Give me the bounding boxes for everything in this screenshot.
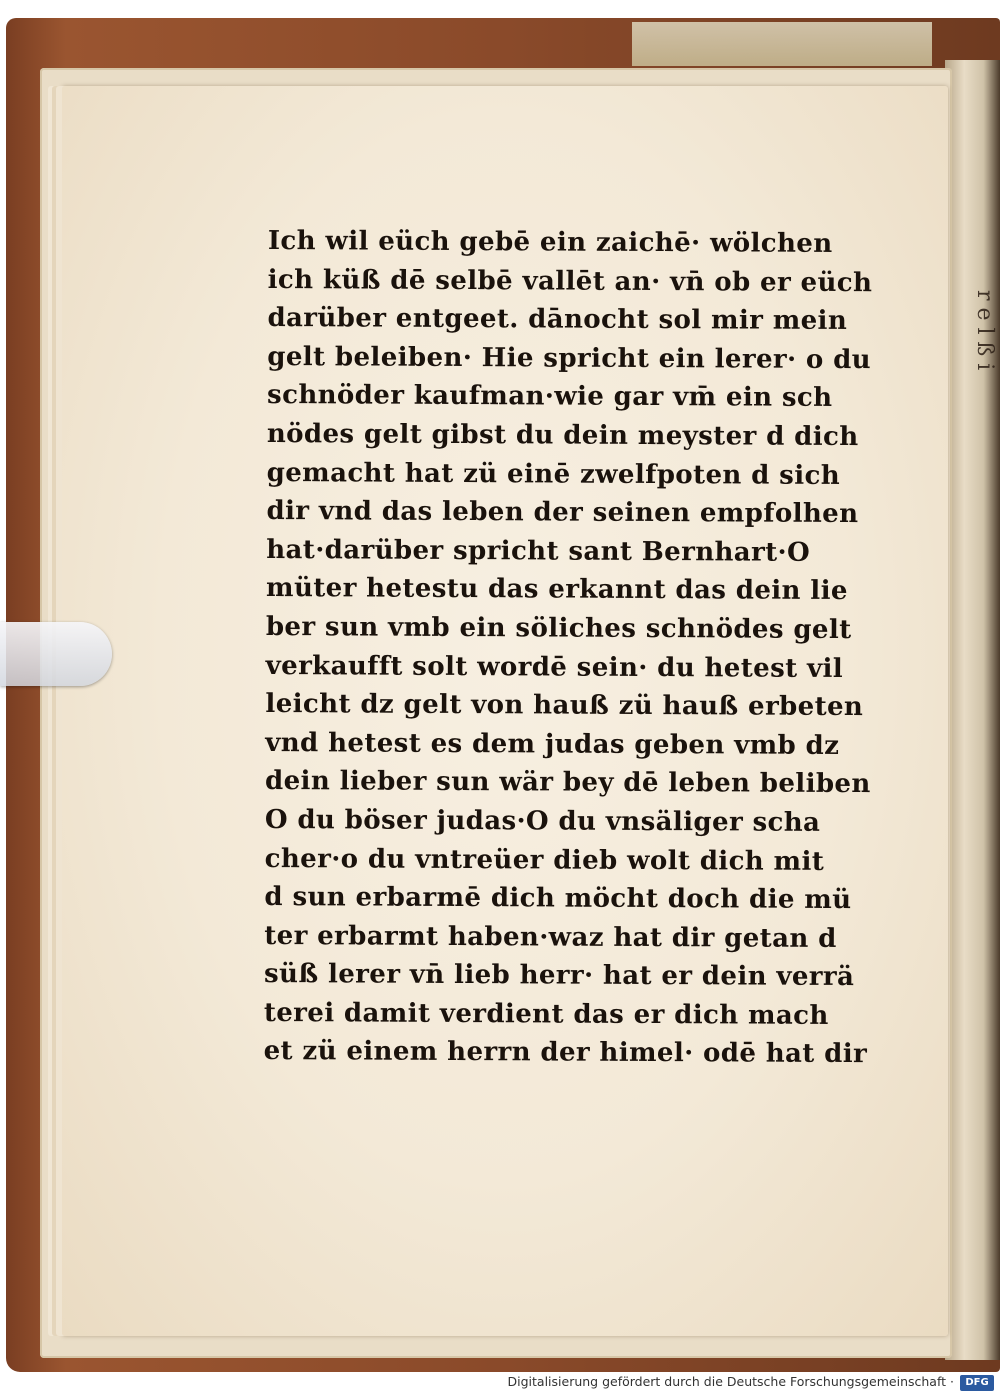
- text-line: süß lerer vn̄ lieb herr· hat er dein verrä: [263, 959, 855, 993]
- text-line: cher·o du vntreüer dieb wolt dich mit: [264, 843, 825, 877]
- text-line: hat·darüber spricht sant Bernhart·O: [266, 534, 811, 568]
- text-line: nödes gelt gibst du dein meyster d dich: [266, 418, 859, 453]
- page-clip-bookmark: [0, 622, 112, 686]
- text-line: dein lieber sun wär bey dē leben beliben: [264, 766, 871, 800]
- text-line: terei damit verdient das er dich mach: [263, 997, 829, 1031]
- text-line: schnöder kaufman·wie gar vm̄ ein sch: [267, 380, 833, 414]
- text-line: et zü einem herrn der himel· odē hat dir: [263, 1036, 868, 1070]
- text-line: müter hetestu das erkannt das dein lie: [266, 573, 848, 607]
- footer-bar: [0, 1372, 1000, 1394]
- text-line: darüber entgeet. dānocht sol mir mein: [267, 303, 848, 337]
- text-line: leicht dz gelt von hauß zü hauß erbeten: [265, 689, 864, 723]
- facing-page-text: r e l ß i: [972, 290, 997, 371]
- text-line: O du böser judas·O du vnsäliger scha: [264, 804, 821, 838]
- text-line: ich küß dē selbē vallēt an· vn̄ ob er eüch: [267, 264, 873, 298]
- binding-paper-patch: [632, 22, 932, 66]
- text-line: ber sun vmb ein söliches schnödes gelt: [265, 611, 852, 645]
- dfg-logo: DFG: [960, 1375, 994, 1391]
- text-line: gemacht hat zü einē zwelfpoten d sich: [266, 457, 841, 491]
- text-line: ter erbarmt haben·waz hat dir getan d: [264, 920, 837, 954]
- page-text: [263, 222, 873, 1074]
- text-line: vnd hetest es dem judas geben vmb dz: [265, 727, 840, 761]
- text-line: gelt beleiben· Hie spricht ein lerer· o du: [267, 341, 872, 375]
- facing-page-edge: [945, 60, 1000, 1360]
- text-line: dir vnd das leben der seinen empfolhen: [266, 496, 859, 530]
- text-line: d sun erbarmē dich möcht doch die mü: [264, 882, 852, 916]
- text-line: verkaufft solt wordē sein· du hetest vil: [265, 650, 844, 684]
- text-line: Ich wil eüch gebē ein zaichē· wölchen: [267, 225, 833, 259]
- funding-credit: Digitalisierung gefördert durch die Deutsche Forschungsgemeinschaft ·: [507, 1374, 954, 1389]
